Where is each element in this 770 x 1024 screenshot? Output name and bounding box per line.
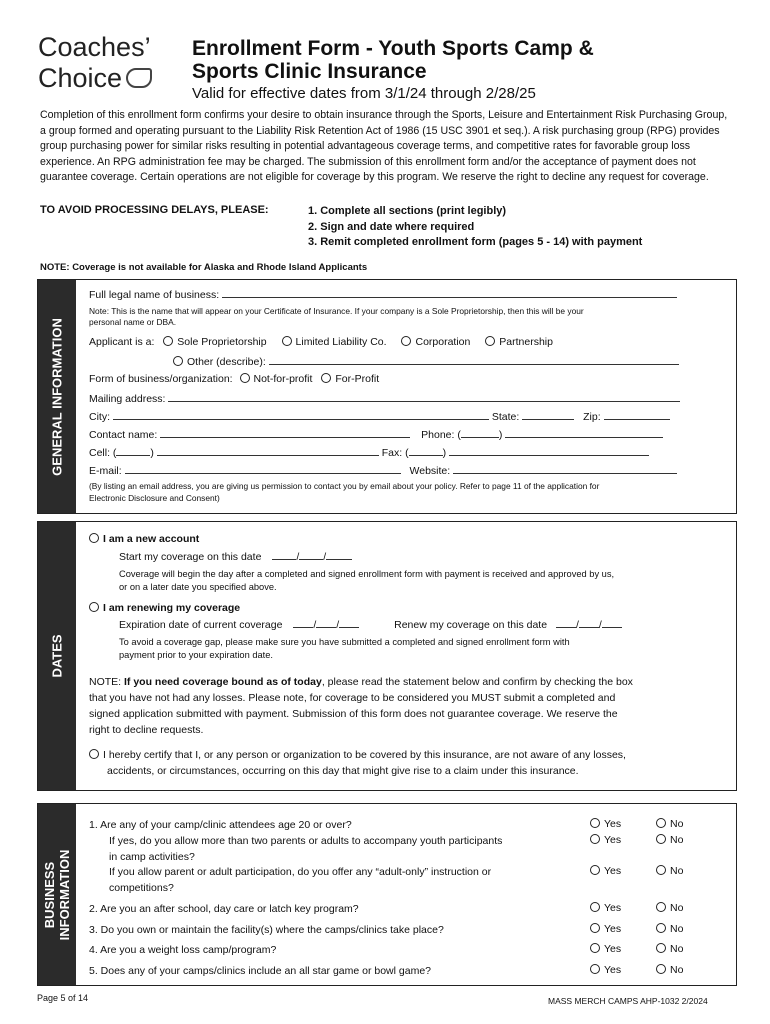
general-information-section [37,279,737,514]
applicant-option-other[interactable] [173,356,266,368]
yes-label: Yes [604,865,622,877]
renew-note-1: To avoid a coverage gap, please make sure you have submitted a completed and signed enrollment form with [119,637,570,647]
applicant-option-corporation[interactable] [401,336,470,348]
renewing-option[interactable] [89,602,240,614]
other-describe-field[interactable] [269,354,679,365]
business-sidebar [38,804,76,985]
mailing-address-field[interactable] [168,391,680,402]
start-year-field[interactable] [326,549,352,560]
checkbox-circle-icon [89,749,99,759]
yes-label: Yes [604,902,622,914]
email-label: E-mail: [89,465,122,477]
radio-icon [590,943,600,953]
note-prefix: NOTE: [89,676,122,688]
renew-note-2: payment prior to your expiration date. [119,650,273,660]
no-label: No [670,923,684,935]
note-rest: , please read the statement below and confirm by checking the box [321,676,633,688]
step-item: 1. Complete all sections (print legibly) [308,205,507,217]
coverage-note-line1 [89,676,633,688]
coverage-note-line4: right to decline requests. [89,724,204,736]
dates-sidebar-label: DATES [49,634,65,678]
intro-paragraph: Completion of this enrollment form confirms your desire to obtain insurance through the Sports, Leisure and Entertainment Risk Purchasing Group, a group formed and operating pursuant to the Liability Risk Retention Act of 1986 (15 USC 3901 et seq.). A risk purchasing group (RPG) provides group purchasing power for similar risks resulting in potential advantageous coverage terms, and competitive rates for favorable group loss experience. An RPG administration fee may be charged. The submission of this enrollment form and/or the acceptance of payment does not guarantee coverage. Certain operations are not eligible for coverage by this program. We reserve the right to decline any request for coverage. [40,109,728,184]
contact-row: Contact name: Phone: ( ) [89,427,663,441]
availability-note: NOTE: Coverage is not available for Alaska and Rhode Island Applicants [40,262,368,273]
certify-option[interactable] [89,749,626,761]
new-note-2: or on a later date you specified above. [119,582,277,592]
applicant-row [89,336,553,348]
steps-list [308,204,642,251]
option-label: Partnership [499,336,553,348]
business-sidebar-line2: INFORMATION [57,849,72,940]
logo-line2-text: Choice [38,63,123,93]
business-note: Note: This is the name that will appear on your Certificate of Insurance. If your company is a Sole Proprietorship, then this will be your [89,306,584,316]
radio-icon [282,336,292,346]
step-item: 3. Remit completed enrollment form (pages 5 - 14) with payment [308,236,643,248]
page-subtitle: Valid for effective dates from 3/1/24 through 2/28/25 [192,85,536,102]
radio-icon [590,818,600,828]
radio-icon [656,902,666,912]
no-option[interactable] [656,865,683,877]
question-3: 3. Do you own or maintain the facility(s) where the camps/clinics take place? [89,924,444,936]
start-day-field[interactable] [299,549,323,560]
coverage-note-line3: signed application submitted with payment. Submission of this form does not guarantee coverage. We reserve the [89,708,618,720]
yes-option[interactable] [590,923,621,935]
coverage-note-line2: that you have not had any losses. Please note, for coverage to be considered you MUST submit a completed and [89,692,616,704]
question-5: 5. Does any of your camps/clinics include an all star game or bowl game? [89,965,431,977]
business-information-section [37,803,737,986]
radio-icon [656,923,666,933]
no-label: No [670,943,684,955]
phone-label: Phone: ( [421,429,461,441]
email-row [89,463,677,477]
option-label: Not-for-profit [253,373,313,385]
applicant-option-partnership[interactable] [485,336,553,348]
option-label: Limited Liability Co. [295,336,387,348]
applicant-option-sole[interactable] [163,336,266,348]
cell-area-field[interactable] [116,445,150,456]
business-name-row [89,287,677,301]
website-field[interactable] [453,463,677,474]
renew-month-field[interactable] [556,617,576,628]
no-option[interactable] [656,818,683,830]
avoid-delays-label: TO AVOID PROCESSING DELAYS, PLEASE: [40,204,269,216]
certify-line2: accidents, or circumstances, occurring on this day that might give rise to a claim under this insurance. [107,765,579,777]
yes-label: Yes [604,923,622,935]
business-note-2: personal name or DBA. [89,317,177,327]
radio-icon [240,373,250,383]
dates-section [37,521,737,791]
yes-label: Yes [604,964,622,976]
applicant-option-llc[interactable] [282,336,387,348]
title-line1: Enrollment Form - Youth Sports Camp & [192,37,594,60]
radio-icon [321,373,331,383]
no-label: No [670,818,684,830]
email-note: (By listing an email address, you are giving us permission to contact you by email about your policy. Refer to page 11 of the application for [89,481,600,491]
radio-icon [401,336,411,346]
checkbox-circle-icon [89,602,99,612]
expiration-label: Expiration date of current coverage [119,619,283,631]
new-note-1: Coverage will begin the day after a completed and signed enrollment form with payment is received and approved by us, [119,569,615,579]
yes-label: Yes [604,818,622,830]
city-field[interactable] [113,409,489,420]
form-option-nonprofit[interactable] [240,373,313,385]
step-item: 2. Sign and date where required [308,220,475,233]
website-label: Website: [409,465,451,477]
logo-line2 [38,63,152,94]
contact-label: Contact name: [89,429,158,441]
yes-label: Yes [604,943,622,955]
start-month-field[interactable] [272,549,296,560]
business-name-label: Full legal name of business: [89,289,220,301]
cell-label: Cell: ( [89,447,117,459]
question-1b-line1: If you allow parent or adult participation, do you offer any “adult-only” instruction or [109,866,492,878]
logo-line1: Coaches’ [38,32,151,62]
fax-label: Fax: ( [381,447,409,459]
renew-year-field[interactable] [602,617,622,628]
yes-option[interactable] [590,818,621,830]
option-label: For-Profit [335,373,380,385]
radio-icon [590,964,600,974]
yes-option[interactable] [590,964,621,976]
state-field[interactable] [522,409,574,420]
business-name-field[interactable] [222,287,677,298]
exp-month-field[interactable] [293,617,313,628]
mailing-row [89,391,680,405]
contact-name-field[interactable] [160,427,410,438]
radio-icon [590,902,600,912]
renew-label: Renew my coverage on this date [394,619,548,631]
form-of-business-row [89,373,379,385]
state-label: State: [491,411,520,423]
yes-option[interactable] [590,943,621,955]
form-option-forprofit[interactable] [321,373,379,385]
radio-icon [656,865,666,875]
coaches-choice-logo [38,32,152,94]
exp-day-field[interactable] [316,617,336,628]
radio-icon [590,865,600,875]
no-option[interactable] [656,834,683,846]
whistle-icon [126,68,152,88]
zip-field[interactable] [604,409,670,420]
dates-sidebar [38,522,76,790]
radio-icon [590,923,600,933]
radio-icon [173,356,183,366]
no-label: No [670,834,684,846]
yes-option[interactable] [590,834,621,846]
checkbox-circle-icon [89,533,99,543]
email-note-2: Electronic Disclosure and Consent) [89,493,220,503]
question-4: 4. Are you a weight loss camp/program? [89,944,277,956]
no-option[interactable] [656,923,683,935]
no-label: No [670,902,684,914]
option-label: Sole Proprietorship [177,336,267,348]
yes-option[interactable] [590,902,621,914]
new-account-label: I am a new account [103,533,200,545]
business-sidebar-line1: BUSINESS [42,861,57,928]
expiration-row: Expiration date of current coverage / / Renew my coverage on this date / / [119,617,622,631]
yes-label: Yes [604,834,622,846]
applicant-label: Applicant is a: [89,336,155,348]
yes-option[interactable] [590,865,621,877]
question-1a-line2: in camp activities? [109,851,195,863]
form-label: Form of business/organization: [89,373,233,385]
no-label: No [670,964,684,976]
fax-area-field[interactable] [409,445,443,456]
business-sidebar-label [42,849,72,940]
cell-row: Cell: ( ) Fax: ( ) [89,445,649,459]
note-bold: If you need coverage bound as of today [124,676,322,688]
radio-icon [656,964,666,974]
radio-icon [656,818,666,828]
no-label: No [670,865,684,877]
fax-field[interactable] [449,445,649,456]
radio-icon [656,834,666,844]
general-sidebar-label: GENERAL INFORMATION [49,317,65,476]
general-sidebar [38,280,76,513]
email-field[interactable] [125,463,401,474]
no-option[interactable] [656,902,683,914]
mailing-label: Mailing address: [89,393,166,405]
title-line2: Sports Clinic Insurance [192,60,427,83]
question-1b-line2: competitions? [109,882,174,894]
radio-icon [656,943,666,953]
certify-line1: I hereby certify that I, or any person or organization to be covered by this insurance, are not aware of any losses, [103,749,626,761]
exp-year-field[interactable] [339,617,359,628]
renew-day-field[interactable] [579,617,599,628]
cell-field[interactable] [157,445,379,456]
no-option[interactable] [656,964,683,976]
zip-label: Zip: [583,411,601,423]
radio-icon [163,336,173,346]
phone-area-field[interactable] [461,427,499,438]
renewing-label: I am renewing my coverage [103,602,241,614]
radio-icon [590,834,600,844]
city-label: City: [89,411,110,423]
new-account-option[interactable] [89,533,199,545]
start-label: Start my coverage on this date [119,551,262,563]
option-label: Corporation [415,336,471,348]
city-row [89,409,670,423]
question-1a-line1: If yes, do you allow more than two parents or adults to accompany youth participants [109,835,503,847]
phone-field[interactable] [505,427,663,438]
page-number: Page 5 of 14 [37,993,89,1003]
radio-icon [485,336,495,346]
page-title [192,37,594,83]
question-1: 1. Are any of your camp/clinic attendees age 20 or over? [89,819,352,831]
other-label: Other (describe): [187,356,266,368]
question-2: 2. Are you an after school, day care or latch key program? [89,903,359,915]
form-code: MASS MERCH CAMPS AHP-1032 2/2024 [548,996,708,1006]
other-row [173,354,679,368]
no-option[interactable] [656,943,683,955]
start-date-row: Start my coverage on this date / / [119,549,352,563]
